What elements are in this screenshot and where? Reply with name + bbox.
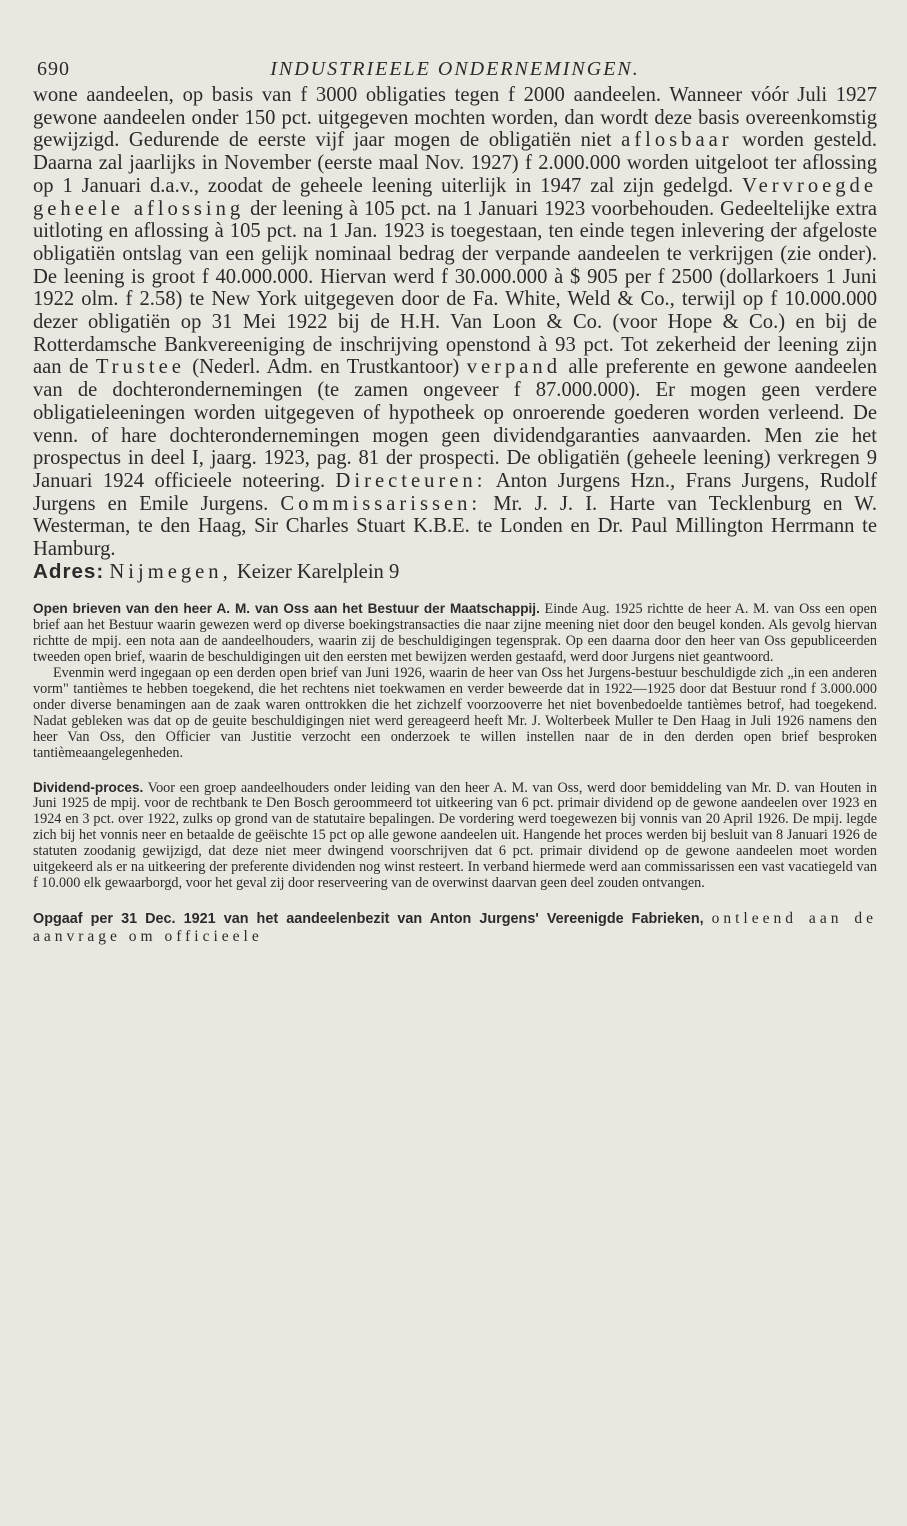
text-run: (Nederl. Adm. en Trustkantoor) <box>184 356 467 379</box>
main-text <box>33 84 877 583</box>
spaced-term: Vervroegde geheele aflossing <box>33 174 877 220</box>
section-paragraph: Evenmin werd ingegaan op een derden open brief van Juni 1926, waarin de heer van Oss het Jurgens-bestuur beschuldigde zich „in een anderen vorm" tantièmes te hebben toegekend, die het rechtens niet toekwamen en verder beweerde dat in 1922—1925 door dat Bestuur rond f 3.000.000 onder diverse benamingen aan de zaak waren onttrokken die het zichzelf voorzooverre het niet bovenbedoelde tantièmes betrof, had toegekend. Nadat gebleken was dat op de geuite beschuldigingen niet werd gereageerd heeft Mr. J. Wolterbeek Muller te Den Haag in Juli 1926 namens den heer Van Oss, den Officier van Justitie verzocht een onderzoek te willen instellen naar de in den derden open brief besproken tantièmeaangelegenheden. <box>33 665 877 761</box>
section-paragraph <box>33 910 877 946</box>
spaced-term: ontleend aan de aanvrage om officieele <box>33 909 878 946</box>
page-number: 690 <box>37 58 70 80</box>
text-run: Einde Aug. 1925 richtte de heer A. M. van Oss een open brief aan het Bestuur waarin gewezen werd op diverse boekingstransacties die naar zijne meening niet door den beugel konden. Als gevolg hiervan richtte de mpij. een nota aan de aandeelhouders, waarin zij de beschuldigingen tegensprak. Op een daarna door den heer van Oss gepubliceerden tweeden open brief, waarin de beschuldigingen uit den eersten met bewijzen werden gestaafd, werd door Jurgens niet geantwoord. <box>33 601 877 666</box>
address-line <box>33 561 877 584</box>
spaced-term: aflosbaar <box>621 129 733 152</box>
text-run: Mr. J. J. I. Harte van Tecklenburg en W. Westerman, te den Haag, Sir Charles Stuart K.B.E. te Londen en Dr. Paul Millington Herrmann te Hamburg. <box>33 492 877 561</box>
section-paragraph <box>33 780 877 892</box>
section-heading: Opgaaf per 31 Dec. 1921 van het aandeelenbezit van Anton Jurgens' Vereenigde Fabrieken, <box>33 910 704 927</box>
text-run: wone aandeelen, op basis van f 3000 obligaties tegen f 2000 aandeelen. Wanneer vóór Juli 1927 gewone aandeelen onder 150 pct. uitgegeven mochten worden, dan wordt deze basis overeenkomstig gewijzigd. Gedurende de eerste vijf jaar mogen de obligatiën niet <box>33 84 877 152</box>
text-run: Anton Jurgens Hzn., Frans Jurgens, Rudolf Jurgens en Emile Jurgens. <box>33 469 877 515</box>
running-head <box>33 44 877 84</box>
section-open-letters <box>33 601 877 761</box>
address-city: Nijmegen, <box>109 560 232 583</box>
text-run: alle preferente en gewone aandeelen van de dochterondernemingen (te zamen ongeveer f 87.000.000). Er mogen geen verdere obligatieleeningen worden uitgegeven of hypotheek op onroerende goederen worden verleend. De venn. of hare dochterondernemingen mogen geen dividendgaranties aanvaarden. Men zie het prospectus in deel I, jaarg. 1923, pag. 81 der prospecti. De obligatiën (geheele leening) verkregen 9 Januari 1924 officieele noteering. <box>33 356 877 492</box>
text-run: der leening à 105 pct. na 1 Januari 1923 voorbehouden. Gedeeltelijke extra uitloting en aflossing à 105 pct. na 1 Jan. 1923 is toegestaan, ten einde tegen inlevering der afgeloste obligatiën ontslag van een gelijk nominaal bedrag der verpande aandeelen te verkrijgen (zie onder). De leening is groot f 40.000.000. Hiervan werd f 30.000.000 à $ 905 per f 2500 (dollarkoers 1 Juni 1922 olm. f 2.58) te New York uitgegeven door de Fa. White, Weld & Co., terwijl op f 10.000.000 dezer obligatiën op 31 Mei 1922 bij de H.H. Van Loon & Co. (voor Hope & Co.) en bij de Rotterdamsche Bankvereeniging de inschrijving openstond à 93 pct. Tot zekerheid der leening zijn aan de <box>33 197 877 379</box>
section-heading: Open brieven van den heer A. M. van Oss aan het Bestuur der Maatschappij. <box>33 601 540 617</box>
address-street: Keizer Karelplein 9 <box>236 560 400 583</box>
spaced-term: Directeuren: <box>335 469 487 492</box>
running-title: INDUSTRIEELE ONDERNEMINGEN. <box>270 58 640 80</box>
main-paragraph <box>33 84 877 561</box>
address-label: Adres: <box>33 559 105 583</box>
spaced-term: Trustee <box>95 356 185 379</box>
section-dividend-process <box>33 780 877 892</box>
section-heading: Dividend-proces. <box>33 779 144 795</box>
section-shareholding <box>33 910 877 946</box>
spaced-term: Commissarissen: <box>280 492 482 515</box>
text-run: Voor een groep aandeelhouders onder leiding van den heer A. M. van Oss, werd door bemiddeling van Mr. D. van Houten in Juni 1925 de mpij. voor de rechtbank te Den Bosch geroommeerd tot uitkeering van 6 pct. primair dividend op de gewone aandeelen over 1923 en 1924 en 3 pct. over 1922, zulks op grond van de statutaire bepalingen. De vordering werd toegewezen bij vonnis van 20 April 1926. De mpij. legde zich bij het vonnis neer en betaalde de geëischte 15 pct op alle gewone aandeelen uit. Hangende het proces werden bij besluit van 8 Januari 1926 de statuten zoodanig gewijzigd, dat deze niet meer dwingend voorschrijven dat 6 pct. primair dividend op de gewone aandeelen moet worden uitgekeerd als er na uitkeering der preferente dividenden nog winst resteert. In verband hiermede werd aan commissarissen een vast vacatiegeld van f 10.000 elk gewaarborgd, voor het geval zij door reserveering van de overwinst daarvan geen deel zouden ontvangen. <box>33 779 877 891</box>
section-paragraph <box>33 601 877 666</box>
spaced-term: verpand <box>466 356 562 379</box>
text-run: worden gesteld. Daarna zal jaarlijks in November (eerste maal Nov. 1927) f 2.000.000 worden uitgeloot ter aflossing op 1 Januari d.a.v., zoodat de geheele leening uiterlijk in 1947 zal zijn gedelgd. <box>33 129 877 197</box>
